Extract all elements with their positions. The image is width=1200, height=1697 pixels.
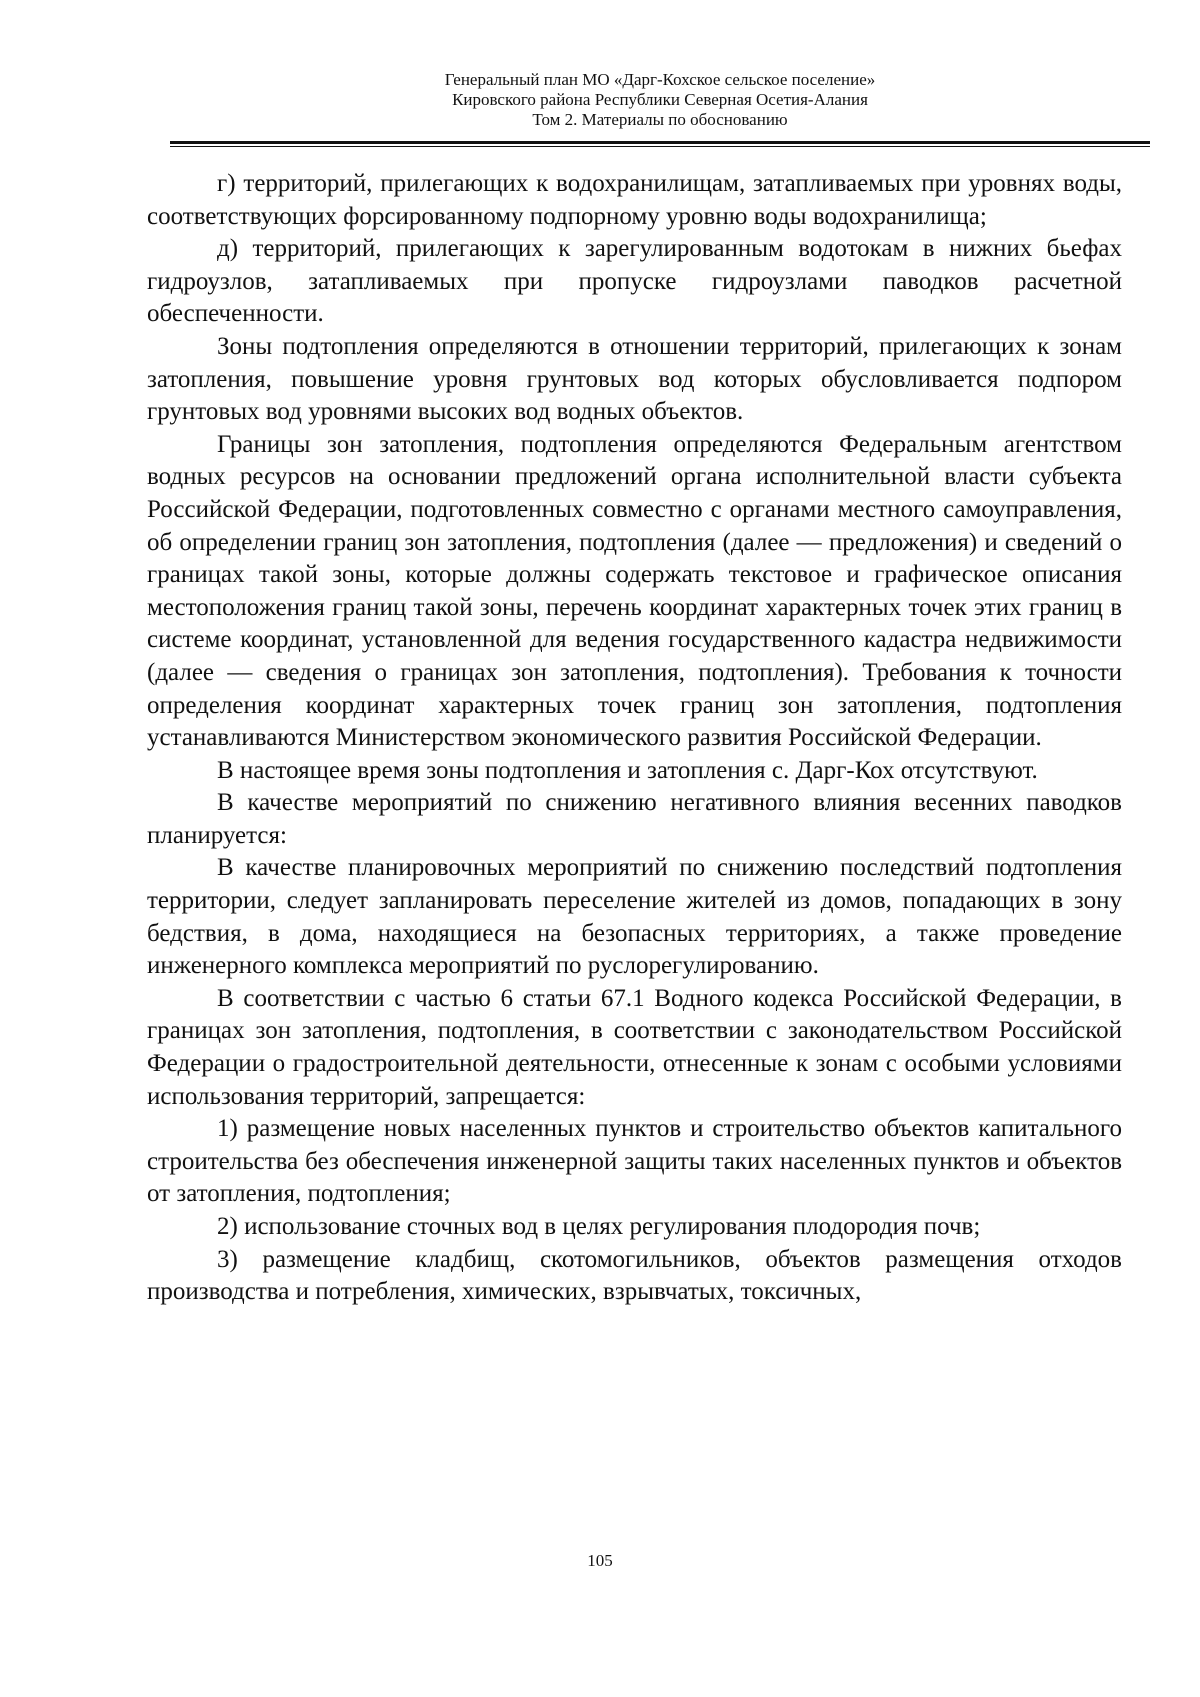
document-body	[147, 168, 1122, 1309]
paragraph: В качестве мероприятий по снижению негативного влияния весенних паводков планируется:	[147, 789, 1122, 849]
header-volume-line: Том 2. Материалы по обоснованию	[532, 110, 788, 129]
paragraph: В качестве планировочных мероприятий по снижению последствий подтопления территории, следует запланировать переселение жителей из домов, попадающих в зону бедствия, в дома, находящиеся на безопасных территориях, а также проведение инженерного комплекса мероприятий по руслорегулированию.	[147, 854, 1122, 980]
paragraph: г) территорий, прилегающих к водохранилищам, затапливаемых при уровнях воды, соответствующих форсированному подпорному уровню воды водохранилища;	[147, 170, 1122, 230]
header-title-line: Генеральный план МО «Дарг-Кохское сельское поселение»	[444, 70, 876, 89]
list-item: 2) использование сточных вод в целях регулирования плодородия почв;	[217, 1213, 981, 1240]
header-rule-thin	[170, 146, 1150, 147]
paragraph: Границы зон затопления, подтопления определяются Федеральным агентством водных ресурсов на основании предложений органа исполнительной власти субъекта Российской Федерации, подготовленных совместно с органами местного самоуправления, об определении границ зон затопления, подтопления (далее — предложения) и сведений о границах такой зоны, которые должны содержать текстовое и графическое описания местоположения границ такой зоны, перечень координат характерных точек этих границ в системе координат, установленной для ведения государственного кадастра недвижимости (далее — сведения о границах зон затопления, подтопления). Требования к точности определения координат характерных точек границ зон затопления, подтопления устанавливаются Министерством экономического развития Российской Федерации.	[147, 430, 1122, 752]
list-item: 3) размещение кладбищ, скотомогильников, объектов размещения отходов производства и потребления, химических, взрывчатых, токсичных,	[147, 1245, 1122, 1306]
list-item: 1) размещение новых населенных пунктов и строительство объектов капитального строительства без обеспечения инженерной защиты таких населенных пунктов и объектов от затопления, подтопления;	[147, 1115, 1122, 1208]
paragraph: В настоящее время зоны подтопления и затопления с. Дарг-Кох отсутствуют.	[217, 756, 1038, 784]
paragraph: Зоны подтопления определяются в отношении территорий, прилегающих к зонам затопления, повышение уровня грунтовых вод которых обусловливается подпором грунтовых вод уровнями высоких вод водных объектов.	[147, 332, 1122, 426]
page-header	[170, 70, 1150, 130]
page-number: 105	[587, 1551, 613, 1570]
paragraph: В соответствии с частью 6 статьи 67.1 Водного кодекса Российской Федерации, в границах зон затопления, подтопления, в соответствии с законодательством Российской Федерации о градостроительной деятельности, отнесенные к зонам с особыми условиями использования территорий, запрещается:	[147, 984, 1122, 1110]
header-rule-thick	[170, 141, 1150, 144]
header-region-line: Кировского района Республики Северная Осетия-Алания	[452, 90, 868, 109]
paragraph: д) территорий, прилегающих к зарегулированным водотокам в нижних бьефах гидроузлов, затапливаемых при пропуске гидроузлами паводков расчетной обеспеченности.	[147, 235, 1122, 328]
